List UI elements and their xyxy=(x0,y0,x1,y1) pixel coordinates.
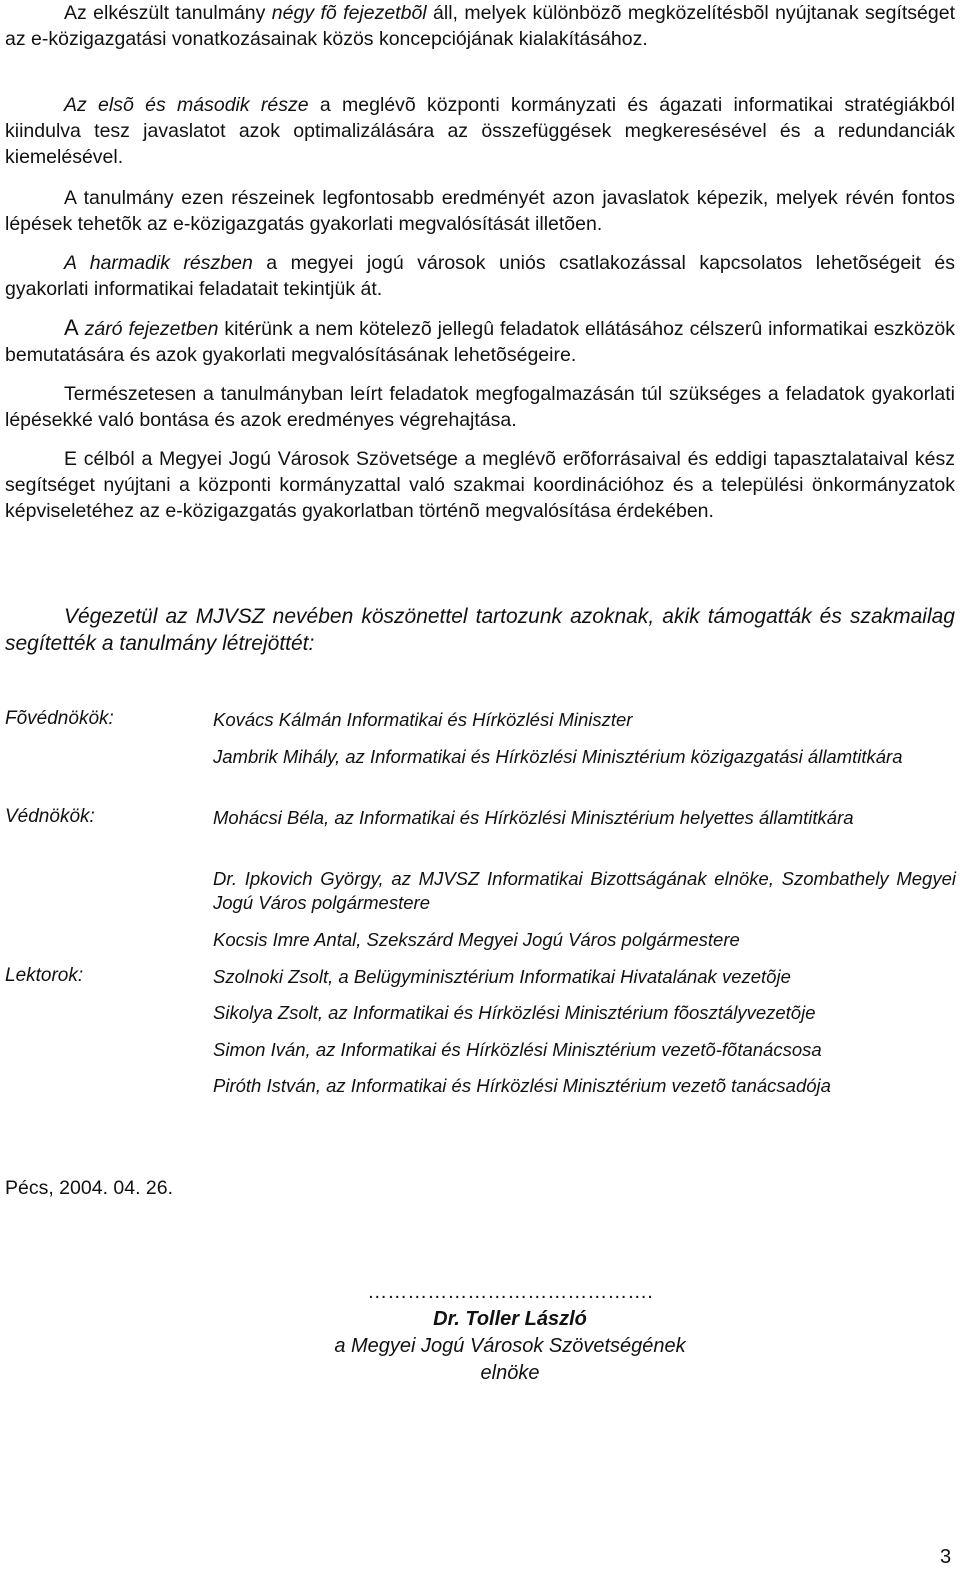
sponsor-entry-3: Kocsis Imre Antal, Szekszárd Megyei Jogú Város polgármestere xyxy=(213,929,740,950)
sponsor-entry-2: Dr. Ipkovich György, az MJVSZ Informatikai Bizottságának elnöke, Szombathely Megyei Jogú Város polgármestere xyxy=(213,868,956,913)
closing-chapter-lead: A xyxy=(64,315,79,340)
patrons-label: Fõvédnökök: xyxy=(5,708,114,729)
acknowledgement-text: Végezetül az MJVSZ nevében köszönettel tartozunk azoknak, akik támogatták és szakmailag segítették a tanulmány létrejöttét: xyxy=(5,605,955,655)
signatory-role: elnöke xyxy=(480,1362,540,1384)
sponsors-label: Védnökök: xyxy=(5,806,95,827)
page-number: 3 xyxy=(940,1546,952,1568)
tasks-paragraph xyxy=(5,381,955,433)
closing-chapter-paragraph xyxy=(5,315,955,368)
part-three-paragraph xyxy=(5,250,955,302)
closing-chapter-emphasis: záró fejezetben xyxy=(78,318,219,340)
results-text: A tanulmány ezen részeinek legfontosabb eredményét azon javaslatok képezik, melyek révén fontos lépések tehetõk az e-közigazgatás gyakorlati megvalósítását illetõen. xyxy=(5,187,955,235)
intro-text-1: Az elkészült tanulmány xyxy=(64,2,272,24)
parts-one-two-text: a meglévõ központi kormányzati és ágazati informatikai stratégiákból kiindulva tesz javaslatot azok optimalizálására az összefüggések megkeresésével és a redundanciák kiemelésével. xyxy=(5,94,955,168)
reviewer-entry-4: Piróth István, az Informatikai és Hírközlési Minisztérium vezetõ tanácsadója xyxy=(213,1075,831,1096)
results-paragraph xyxy=(5,185,955,237)
signature-line: ……………………………………. xyxy=(367,1281,653,1303)
reviewers-label: Lektorok: xyxy=(5,965,84,986)
part-three-emphasis: A harmadik részben xyxy=(64,252,253,274)
part-three-text: a megyei jogú városok uniós csatlakozással kapcsolatos lehetõségeit és gyakorlati informatikai feladatait tekintjük át. xyxy=(5,252,955,300)
place-and-date: Pécs, 2004. 04. 26. xyxy=(5,1177,174,1199)
tasks-text: Természetesen a tanulmányban leírt feladatok megfogalmazásán túl szükséges a feladatok gyakorlati lépésekké való bontása és azok eredményes végrehajtása. xyxy=(5,383,955,431)
signatory-organization: a Megyei Jogú Városok Szövetségének xyxy=(334,1335,686,1357)
signatory-name: Dr. Toller László xyxy=(433,1308,587,1330)
mjvsz-text: E célból a Megyei Jogú Városok Szövetsége a meglévõ erõforrásaival és eddigi tapasztalataival kész segítséget nyújtani a központi kormányzattal való szakmai koordinációhoz és a települési önkormányzatok képviseletéhez az e-közigazgatás gyakorlatban történõ megvalósítása érdekében. xyxy=(5,448,955,522)
patron-entry-1: Kovács Kálmán Informatikai és Hírközlési Miniszter xyxy=(213,709,633,730)
acknowledgement-paragraph xyxy=(5,603,955,657)
mjvsz-paragraph xyxy=(5,446,955,524)
parts-one-two-emphasis: Az elsõ és második része xyxy=(64,94,309,116)
intro-emphasis: négy fõ fejezetbõl xyxy=(271,2,427,24)
reviewer-entry-1: Szolnoki Zsolt, a Belügyminisztérium Informatikai Hivatalának vezetõje xyxy=(213,966,791,987)
reviewer-entry-2: Sikolya Zsolt, az Informatikai és Hírközlési Minisztérium fõosztályvezetõje xyxy=(213,1002,816,1023)
sponsor-entry-1: Mohácsi Béla, az Informatikai és Hírközlési Minisztérium helyettes államtitkára xyxy=(213,807,854,828)
intro-text-2: áll, melyek különbözõ megközelítésbõl nyújtanak segítséget az e-közigazgatási vonatkozásainak közös koncepciójának kialakításához. xyxy=(5,2,955,50)
parts-one-two-paragraph xyxy=(5,92,955,170)
closing-chapter-text: kitérünk a nem kötelezõ jellegû feladatok ellátásához célszerû informatikai eszközök bemutatására és azok gyakorlati megvalósításának lehetõségeire. xyxy=(5,318,955,366)
intro-paragraph xyxy=(5,0,955,52)
reviewer-entry-3: Simon Iván, az Informatikai és Hírközlési Minisztérium vezetõ-fõtanácsosa xyxy=(213,1039,822,1060)
patron-entry-2: Jambrik Mihály, az Informatikai és Hírközlési Minisztérium közigazgatási államtitkára xyxy=(213,746,903,767)
